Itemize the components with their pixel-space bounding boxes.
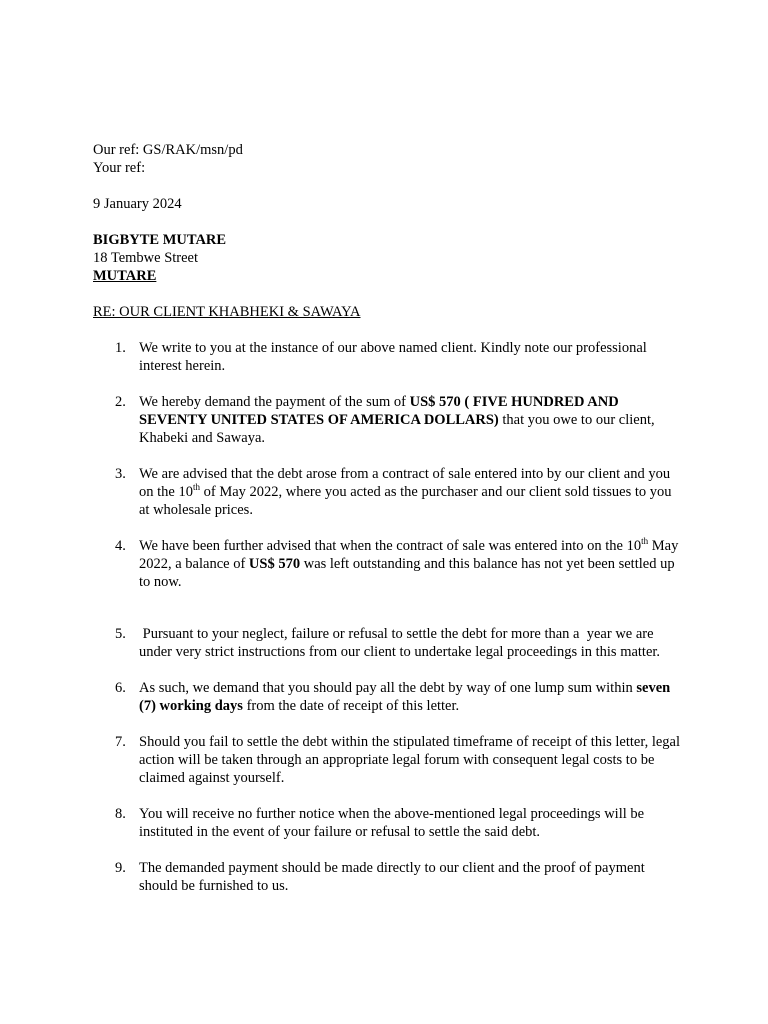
letter-page [93, 141, 683, 895]
recipient-street: 18 Tembwe Street [93, 250, 199, 266]
list-item [93, 859, 683, 895]
recipient-name: BIGBYTE MUTARE [93, 232, 227, 248]
item-number: 9. [115, 860, 126, 876]
item-text: We write to you at the instance of our above named client. Kindly note our professional interest herein. [139, 340, 647, 374]
balance-amount: US$ 570 [248, 556, 301, 572]
list-item: 6. As such, we demand that you should pay all the debt by way of one lump sum within seven (7) working days from the date of receipt of this letter. [115, 680, 671, 714]
item-number: 3. [115, 466, 126, 482]
list-item [93, 339, 683, 375]
item-text: Pursuant to your neglect, failure or refusal to settle the debt for more than a year we are under very strict instructions from our client to undertake legal proceedings in this matter. [139, 626, 661, 660]
item-text: The demanded payment should be made directly to our client and the proof of payment should be furnished to us. [139, 860, 645, 894]
item-number: 4. [115, 538, 126, 554]
deadline: seven (7) working days [139, 680, 671, 714]
item-number: 8. [115, 806, 126, 822]
letter-date: 9 January 2024 [93, 196, 182, 212]
list-item: 2. We hereby demand the payment of the sum of US$ 570 ( FIVE HUNDRED AND SEVENTY UNITED STATES OF AMERICA DOLLARS) that you owe to our client, Khabeki and Sawaya. [115, 394, 655, 446]
list-item: 4. We have been further advised that when the contract of sale was entered into on the 10th May 2022, a balance of US$ 570 was left outstanding and this balance has not yet been settled up to now. [115, 536, 679, 590]
list-item [93, 805, 683, 841]
letter-subject: RE: OUR CLIENT KHABHEKI & SAWAYA [93, 304, 361, 320]
list-item [93, 625, 683, 661]
item-number: 6. [115, 680, 126, 696]
item-text: You will receive no further notice when the above-mentioned legal proceedings will be instituted in the event of your failure or refusal to settle the said debt. [139, 806, 645, 840]
recipient-city: MUTARE [93, 268, 157, 284]
item-number: 1. [115, 340, 126, 356]
item-number: 5. [115, 626, 126, 642]
item-number: 2. [115, 394, 126, 410]
demand-amount: US$ 570 ( FIVE HUNDRED AND SEVENTY UNITED STATES OF AMERICA DOLLARS) [139, 394, 619, 428]
our-reference: Our ref: GS/RAK/msn/pd [93, 142, 243, 158]
list-item: 3. We are advised that the debt arose from a contract of sale entered into by our client and you on the 10th of May 2022, where you acted as the purchaser and our client sold tissues to you at wholesale prices. [115, 466, 672, 518]
item-number: 7. [115, 734, 126, 750]
list-item [93, 733, 683, 787]
your-reference: Your ref: [93, 160, 146, 176]
item-text: Should you fail to settle the debt within the stipulated timeframe of receipt of this letter, legal action will be taken through an appropriate legal forum with consequent legal costs to be claimed against yourself. [139, 734, 681, 786]
